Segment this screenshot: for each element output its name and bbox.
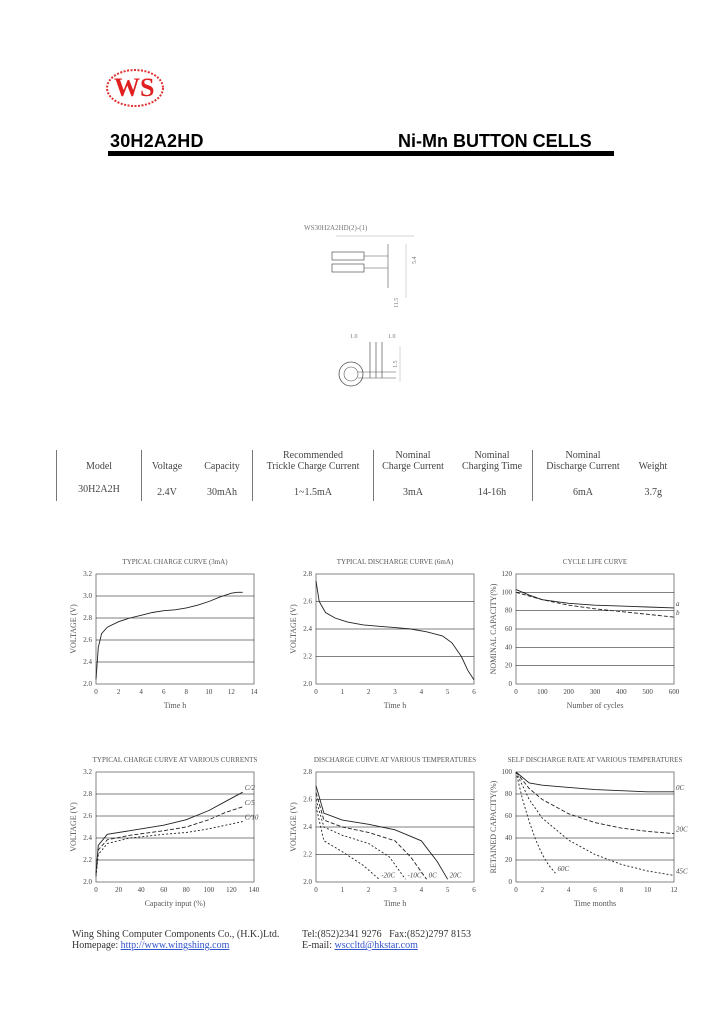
- y-axis-label: VOLTAGE (V): [69, 802, 78, 852]
- x-tick-label: 600: [668, 688, 680, 696]
- chart-title: DISCHARGE CURVE AT VARIOUS TEMPERATURES: [313, 756, 477, 764]
- chart-charge-various-currents: [66, 748, 260, 918]
- x-axis-label: Number of cycles: [566, 701, 624, 710]
- x-tick-label: 1: [340, 886, 345, 894]
- y-tick-label: 20: [505, 856, 512, 864]
- y-tick-label: 0: [508, 878, 512, 886]
- x-tick-label: 100: [203, 886, 215, 894]
- header-rule: [108, 151, 614, 156]
- series-line-charge: [96, 592, 243, 679]
- x-tick-label: 5: [445, 886, 450, 894]
- chart-title: TYPICAL CHARGE CURVE (3mA): [122, 558, 228, 566]
- x-tick-label: 0: [514, 688, 518, 696]
- email-link[interactable]: wsccltd@hkstar.com: [334, 940, 418, 951]
- cell-side-view: [339, 362, 363, 386]
- series-label: C/2: [244, 784, 255, 793]
- chart-title: CYCLE LIFE CURVE: [562, 558, 628, 566]
- y-tick-label: 2.2: [303, 652, 312, 661]
- series-label: 20C: [449, 871, 462, 880]
- header-voltage: Voltage: [142, 450, 193, 472]
- x-tick-label: 10: [205, 688, 213, 696]
- height-label: 1.5: [393, 360, 399, 368]
- series-label: -20C: [381, 871, 396, 880]
- x-tick-label: 10: [644, 886, 652, 894]
- logo-text: WS: [114, 73, 155, 102]
- cell-capacity: 30mAh: [207, 487, 237, 498]
- footer-tel: Tel:(852)2341 9276: [302, 929, 382, 940]
- x-tick-label: 80: [182, 886, 190, 894]
- y-tick-label: 3.2: [83, 570, 92, 578]
- x-tick-label: 12: [670, 886, 678, 894]
- series-label: 60C: [557, 865, 570, 874]
- series-label: 20C: [676, 825, 688, 834]
- chart-discharge-temperatures: [286, 748, 476, 918]
- series-label: C/5: [244, 798, 255, 807]
- dimension-drawing: [296, 218, 436, 418]
- x-axis-label: Time h: [383, 899, 407, 908]
- series-line--20C: [316, 806, 379, 879]
- x-tick-label: 2: [366, 688, 371, 696]
- footer-email: [302, 940, 418, 951]
- y-tick-label: 2.4: [83, 834, 92, 842]
- cell-model: 30H2A2H: [57, 472, 142, 501]
- header-trickle: Recommended Trickle Charge Current: [253, 450, 374, 472]
- lead-left-label: 1.0: [350, 334, 358, 340]
- x-tick-label: 120: [226, 886, 237, 894]
- y-tick-label: 2.2: [303, 850, 312, 859]
- y-tick-label: 60: [505, 625, 512, 633]
- header-charging-time: Nominal Charging Time: [461, 450, 523, 472]
- x-tick-label: 6: [472, 688, 476, 696]
- cell-bottom: [332, 264, 364, 272]
- part-number: 30H2A2HD: [110, 131, 204, 151]
- y-tick-label: 2.8: [83, 790, 92, 798]
- y-tick-label: 100: [501, 588, 512, 597]
- x-tick-label: 4: [139, 688, 143, 696]
- chart-title: TYPICAL DISCHARGE CURVE (6mA): [336, 558, 454, 566]
- y-tick-label: 2.6: [83, 636, 92, 644]
- series-line-b: [516, 592, 674, 617]
- lead-right-label: 1.0: [388, 334, 396, 340]
- x-tick-label: 300: [589, 688, 601, 696]
- y-tick-label: 2.6: [83, 812, 92, 820]
- chart-cycle-life: [486, 550, 680, 720]
- series-label: -10C: [407, 871, 422, 880]
- homepage-link[interactable]: http://www.wingshing.com: [120, 940, 230, 951]
- x-tick-label: 12: [227, 688, 235, 696]
- cell-charge-current: 3mA: [374, 472, 453, 501]
- y-tick-label: 2.4: [303, 823, 312, 831]
- y-tick-label: 2.0: [83, 878, 92, 886]
- spec-data-row: [57, 472, 674, 501]
- chart-discharge-curve: [286, 550, 476, 720]
- chart-title: SELF DISCHARGE RATE AT VARIOUS TEMPERATURES: [507, 756, 683, 764]
- x-tick-label: 6: [593, 886, 597, 894]
- cell-charging-time: 14-16h: [477, 487, 507, 498]
- y-tick-label: 100: [501, 768, 512, 776]
- plot-frame: [96, 574, 254, 684]
- x-tick-label: 4: [566, 886, 571, 894]
- x-tick-label: 0: [94, 688, 98, 696]
- series-label: a: [676, 599, 680, 608]
- email-label: E-mail:: [302, 940, 332, 951]
- x-tick-label: 3: [393, 688, 397, 696]
- x-tick-label: 2: [540, 886, 545, 894]
- footer-fax: Fax:(852)2797 8153: [389, 929, 472, 940]
- y-tick-label: 2.8: [83, 614, 92, 622]
- footer-phone: [302, 929, 471, 940]
- y-axis-label: VOLTAGE (V): [69, 604, 78, 654]
- series-line-60C: [516, 772, 556, 873]
- x-tick-label: 400: [616, 688, 627, 696]
- y-tick-label: 2.8: [303, 768, 312, 776]
- chart-charge-curve: [66, 550, 256, 720]
- x-tick-label: 60: [160, 886, 168, 894]
- x-tick-label: 4: [419, 886, 424, 894]
- cell-trickle: 1~1.5mA: [253, 472, 374, 501]
- series-line-discharge: [316, 581, 474, 680]
- y-tick-label: 80: [505, 606, 512, 615]
- product-type: Ni-Mn BUTTON CELLS: [398, 131, 592, 151]
- x-tick-label: 2: [366, 886, 371, 894]
- y-tick-label: 0: [508, 680, 512, 688]
- header-weight: Weight: [638, 461, 668, 472]
- y-axis-label: NOMINAL CAPACITY(%): [489, 583, 498, 675]
- cell-discharge: 6mA: [533, 472, 634, 501]
- x-tick-label: 8: [184, 688, 189, 696]
- series-label: C/10: [244, 813, 259, 822]
- series-label: 0C: [676, 783, 685, 792]
- spec-header-row: [57, 450, 674, 472]
- x-tick-label: 20: [115, 886, 123, 894]
- x-tick-label: 4: [419, 688, 424, 696]
- y-tick-label: 2.2: [83, 856, 92, 864]
- x-tick-label: 0: [94, 886, 98, 894]
- y-axis-label: RETAINED CAPACITY(%): [489, 780, 498, 874]
- x-tick-label: 40: [137, 886, 145, 894]
- x-axis-label: Time h: [163, 701, 187, 710]
- footer-homepage: [72, 940, 229, 951]
- y-axis-label: VOLTAGE (V): [289, 604, 298, 654]
- series-label: b: [676, 609, 680, 618]
- drawing-right-label: 5.4: [412, 256, 418, 264]
- header-capacity: Capacity: [204, 461, 240, 472]
- x-tick-label: 200: [563, 688, 574, 696]
- y-tick-label: 2.0: [303, 878, 312, 886]
- y-tick-label: 2.0: [83, 680, 92, 688]
- y-tick-label: 2.4: [303, 625, 312, 633]
- y-tick-label: 2.6: [303, 597, 312, 606]
- y-tick-label: 20: [505, 661, 512, 670]
- x-tick-label: 0: [314, 886, 318, 894]
- cell-weight: 3.7g: [644, 487, 662, 498]
- series-line-C/10: [96, 822, 243, 877]
- drawing-top-label: WS30H2A2HD(2)-(1): [304, 224, 368, 232]
- y-axis-label: VOLTAGE (V): [289, 802, 298, 852]
- header-model: Model: [57, 450, 142, 472]
- header-charge-current: Nominal Charge Current: [374, 450, 453, 472]
- header-discharge: Nominal Discharge Current: [533, 450, 634, 472]
- y-tick-label: 60: [505, 812, 512, 820]
- x-tick-label: 100: [537, 688, 548, 696]
- x-axis-label: Capacity input (%): [144, 899, 206, 908]
- x-tick-label: 5: [445, 688, 450, 696]
- plot-frame: [516, 772, 674, 882]
- x-tick-label: 3: [393, 886, 397, 894]
- series-line--10C: [316, 800, 406, 880]
- y-tick-label: 3.2: [83, 768, 92, 776]
- x-tick-label: 500: [642, 688, 653, 696]
- y-tick-label: 2.0: [303, 680, 312, 688]
- y-tick-label: 2.8: [303, 570, 312, 578]
- cell-top: [332, 252, 364, 260]
- x-tick-label: 140: [248, 886, 260, 894]
- y-tick-label: 2.6: [303, 795, 312, 804]
- footer-company: Wing Shing Computer Components Co., (H.K.)Ltd.: [72, 929, 280, 940]
- series-line-0C: [516, 772, 674, 792]
- chart-title: TYPICAL CHARGE CURVE AT VARIOUS CURRENTS: [92, 756, 258, 764]
- series-line-C/5: [96, 807, 243, 875]
- x-tick-label: 6: [472, 886, 476, 894]
- series-label: 45C: [676, 867, 688, 876]
- series-line-C/2: [96, 792, 243, 873]
- ws-logo: [100, 66, 166, 110]
- x-tick-label: 0: [314, 688, 318, 696]
- y-tick-label: 40: [505, 834, 512, 842]
- x-tick-label: 2: [116, 688, 121, 696]
- drawing-side-label: 11.5: [394, 297, 400, 308]
- y-tick-label: 40: [505, 643, 512, 652]
- cell-voltage: 2.4V: [142, 472, 193, 501]
- x-tick-label: 8: [619, 886, 624, 894]
- y-tick-label: 80: [505, 790, 512, 798]
- x-tick-label: 14: [250, 688, 258, 696]
- y-tick-label: 120: [501, 570, 512, 578]
- x-axis-label: Time h: [383, 701, 407, 710]
- y-tick-label: 2.4: [83, 658, 92, 666]
- series-line-20C: [516, 772, 674, 834]
- y-tick-label: 3.0: [83, 592, 92, 600]
- spec-table: [56, 450, 674, 501]
- x-tick-label: 0: [514, 886, 518, 894]
- plot-frame: [96, 772, 254, 882]
- homepage-label: Homepage:: [72, 940, 119, 951]
- series-label: 0C: [428, 871, 437, 880]
- chart-self-discharge: [486, 748, 688, 918]
- x-axis-label: Time months: [573, 899, 617, 908]
- x-tick-label: 6: [161, 688, 166, 696]
- x-tick-label: 1: [340, 688, 345, 696]
